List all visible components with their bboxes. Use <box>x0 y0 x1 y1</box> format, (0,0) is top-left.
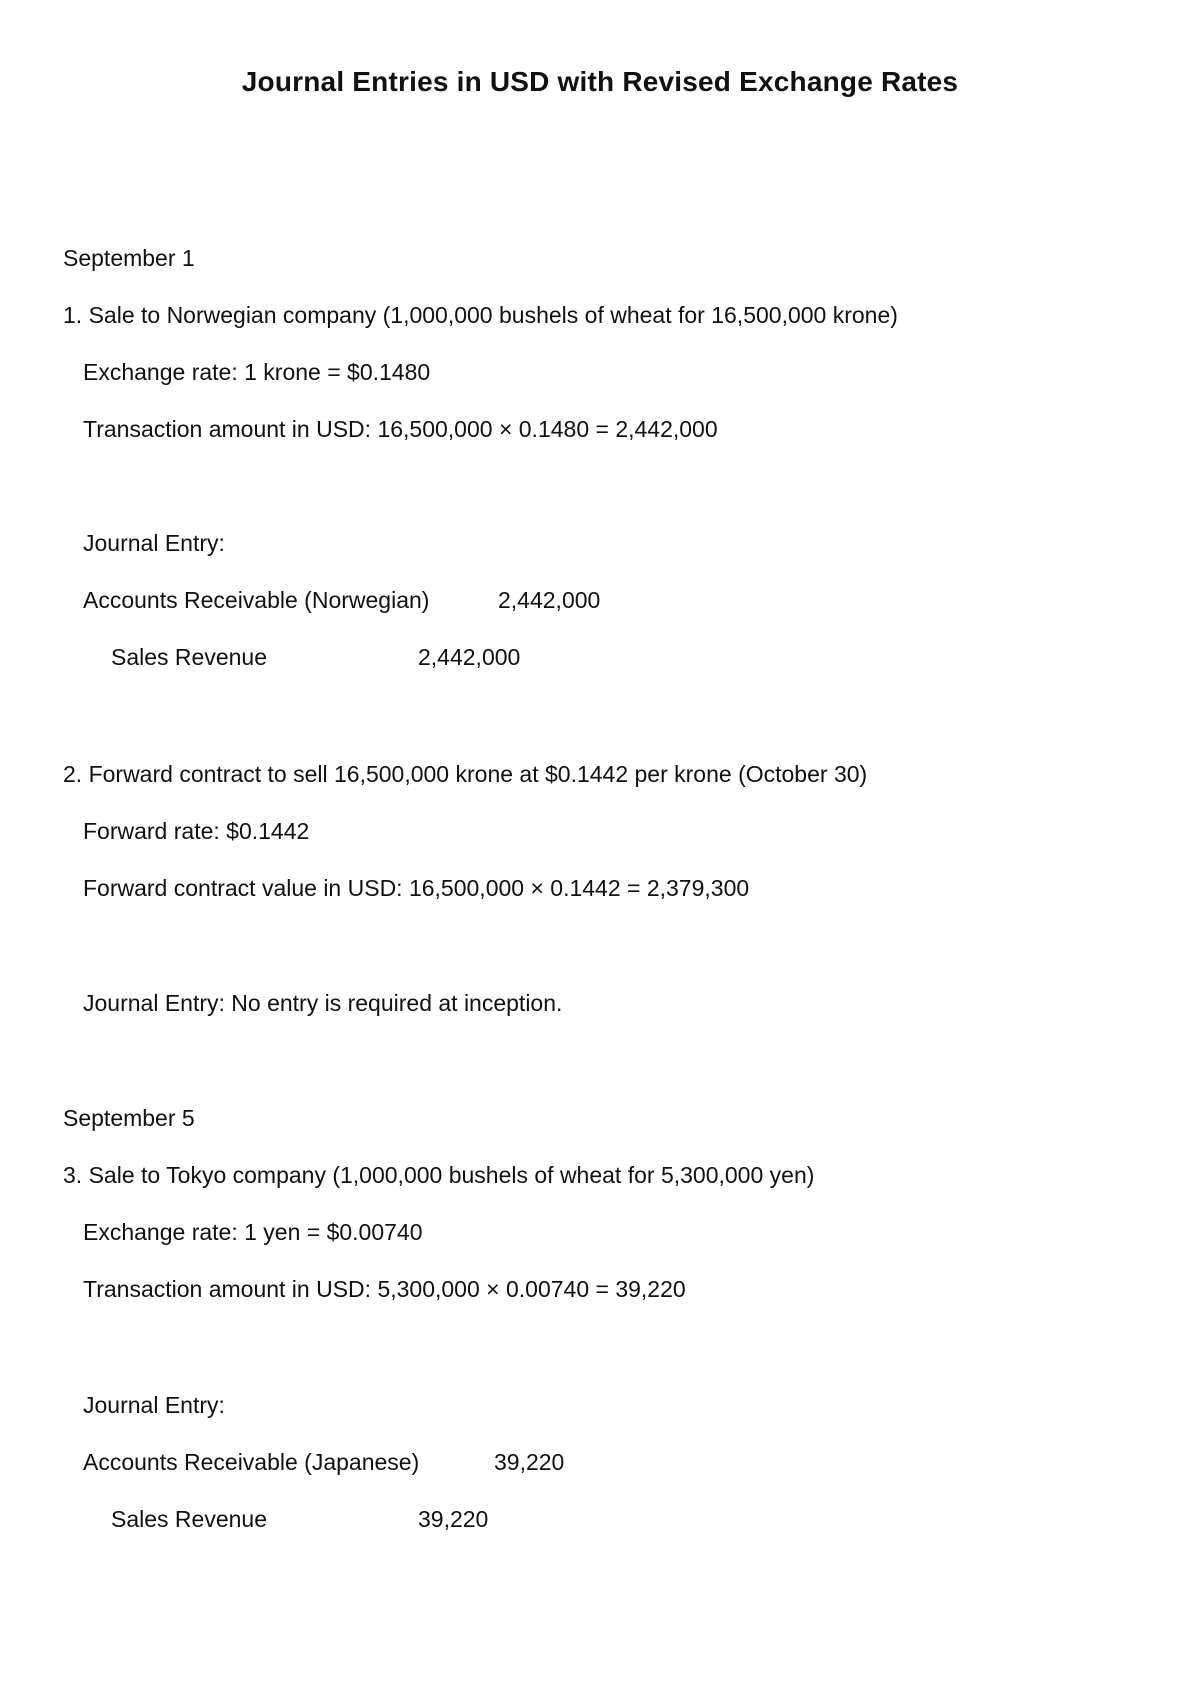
item-1-heading: 1. Sale to Norwegian company (1,000,000 bushels of wheat for 16,500,000 krone) <box>63 302 898 328</box>
date-heading-september-1: September 1 <box>63 245 195 271</box>
item-1-debit-amount: 2,442,000 <box>498 587 601 613</box>
item-1-journal-entry-label: Journal Entry: <box>83 530 225 556</box>
item-1-transaction-amount: Transaction amount in USD: 16,500,000 × 0.1480 = 2,442,000 <box>83 416 718 442</box>
item-2-journal-entry-text: Journal Entry: No entry is required at inception. <box>83 990 563 1016</box>
item-3-transaction-amount: Transaction amount in USD: 5,300,000 × 0.00740 = 39,220 <box>83 1276 686 1302</box>
item-3-heading: 3. Sale to Tokyo company (1,000,000 bushels of wheat for 5,300,000 yen) <box>63 1162 815 1188</box>
item-3-exchange-rate: Exchange rate: 1 yen = $0.00740 <box>83 1219 423 1245</box>
page-title: Journal Entries in USD with Revised Exchange Rates <box>241 66 959 97</box>
item-3-debit-account: Accounts Receivable (Japanese) <box>83 1449 420 1475</box>
item-1-credit-account: Sales Revenue <box>111 644 267 670</box>
item-3-credit-account: Sales Revenue <box>111 1506 267 1532</box>
item-2-forward-rate: Forward rate: $0.1442 <box>83 818 310 844</box>
item-1-credit-amount: 2,442,000 <box>418 644 521 670</box>
item-3-debit-amount: 39,220 <box>494 1449 565 1475</box>
item-1-debit-account: Accounts Receivable (Norwegian) <box>83 587 430 613</box>
item-3-credit-amount: 39,220 <box>418 1506 489 1532</box>
item-2-forward-contract-value: Forward contract value in USD: 16,500,000 × 0.1442 = 2,379,300 <box>83 875 750 901</box>
item-3-journal-entry-label: Journal Entry: <box>83 1392 225 1418</box>
date-heading-september-5: September 5 <box>63 1105 195 1131</box>
item-1-exchange-rate: Exchange rate: 1 krone = $0.1480 <box>83 359 431 385</box>
item-2-heading: 2. Forward contract to sell 16,500,000 krone at $0.1442 per krone (October 30) <box>63 761 868 787</box>
